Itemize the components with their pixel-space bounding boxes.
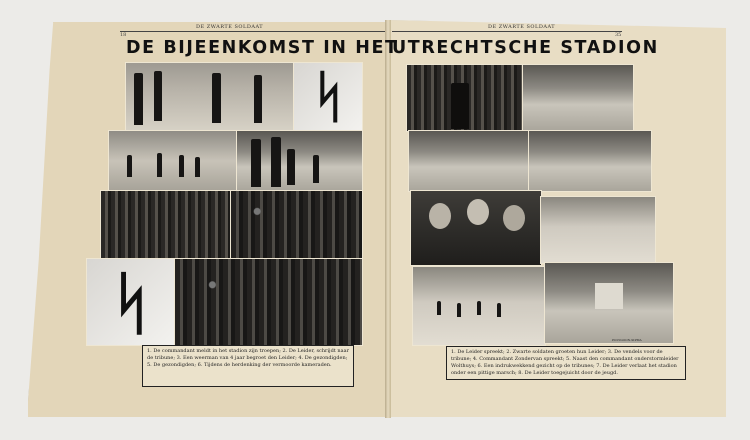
photo-commander-zondervan bbox=[528, 130, 652, 192]
photo-crowd-right bbox=[230, 190, 363, 260]
wolfsangel-emblem-bottom-icon: ᛋ bbox=[111, 265, 152, 344]
page-number-left: 18 bbox=[120, 32, 127, 38]
headline-right: UTRECHTSCHE STADION bbox=[392, 38, 659, 58]
photo-leader-leaves bbox=[412, 266, 546, 346]
photo-leader-speaks bbox=[406, 64, 524, 132]
center-fold bbox=[385, 20, 391, 418]
photo-credit: POLYGOON-SIPMA bbox=[612, 338, 642, 342]
photo-youth-cheers bbox=[544, 262, 674, 344]
wolfsangel-emblem-icon: ᛋ bbox=[312, 65, 346, 130]
photo-commander-reports bbox=[125, 62, 295, 132]
photo-leader-to-tribune bbox=[108, 130, 238, 192]
running-head-right: DE ZWARTE SOLDAAT bbox=[488, 24, 556, 30]
caption-left: 1. De commandant meldt in het stadion zijn troepen; 2. De Leider, schrijdt naar de tribune; 3. Een weerman van 4 jaar begroet den Leider; 4. De gezondigden; 5. De gezondigden; 6. Tijdens de herdenking der vermoorde kameraden. bbox=[142, 345, 354, 387]
caption-right: 1. De Leider spreekt; 2. Zwarte soldaten groeten hun Leider; 3. De vendels voor de tribune; 4. Commandant Zondervan spreekt; 5. Naast den commandant onderstormleider Wolthuys; 6. Een indrukwekkend gezicht op de tribunes; 7. De Leider verlaat het stadion onder een pittige marsch; 8. De Leider toegejuicht door de jeugd. bbox=[446, 346, 686, 380]
photo-commemoration bbox=[174, 258, 363, 346]
head-rule-left bbox=[120, 31, 385, 32]
photo-crowd-left bbox=[100, 190, 232, 260]
photo-young-weerman-greets bbox=[236, 130, 363, 192]
headline-left: DE BIJEENKOMST IN HET bbox=[126, 38, 399, 58]
page-number-right: 35 bbox=[615, 32, 622, 38]
photo-banners-tribune bbox=[408, 130, 530, 192]
photo-emblem-top bbox=[293, 62, 363, 132]
photo-officers-portrait bbox=[410, 190, 542, 266]
running-head-left: DE ZWARTE SOLDAAT bbox=[196, 24, 264, 30]
photo-soldiers-greet bbox=[522, 64, 634, 132]
photo-tribunes-view bbox=[540, 196, 656, 264]
head-rule-right bbox=[392, 31, 622, 32]
photo-emblem-bottom bbox=[86, 258, 176, 346]
